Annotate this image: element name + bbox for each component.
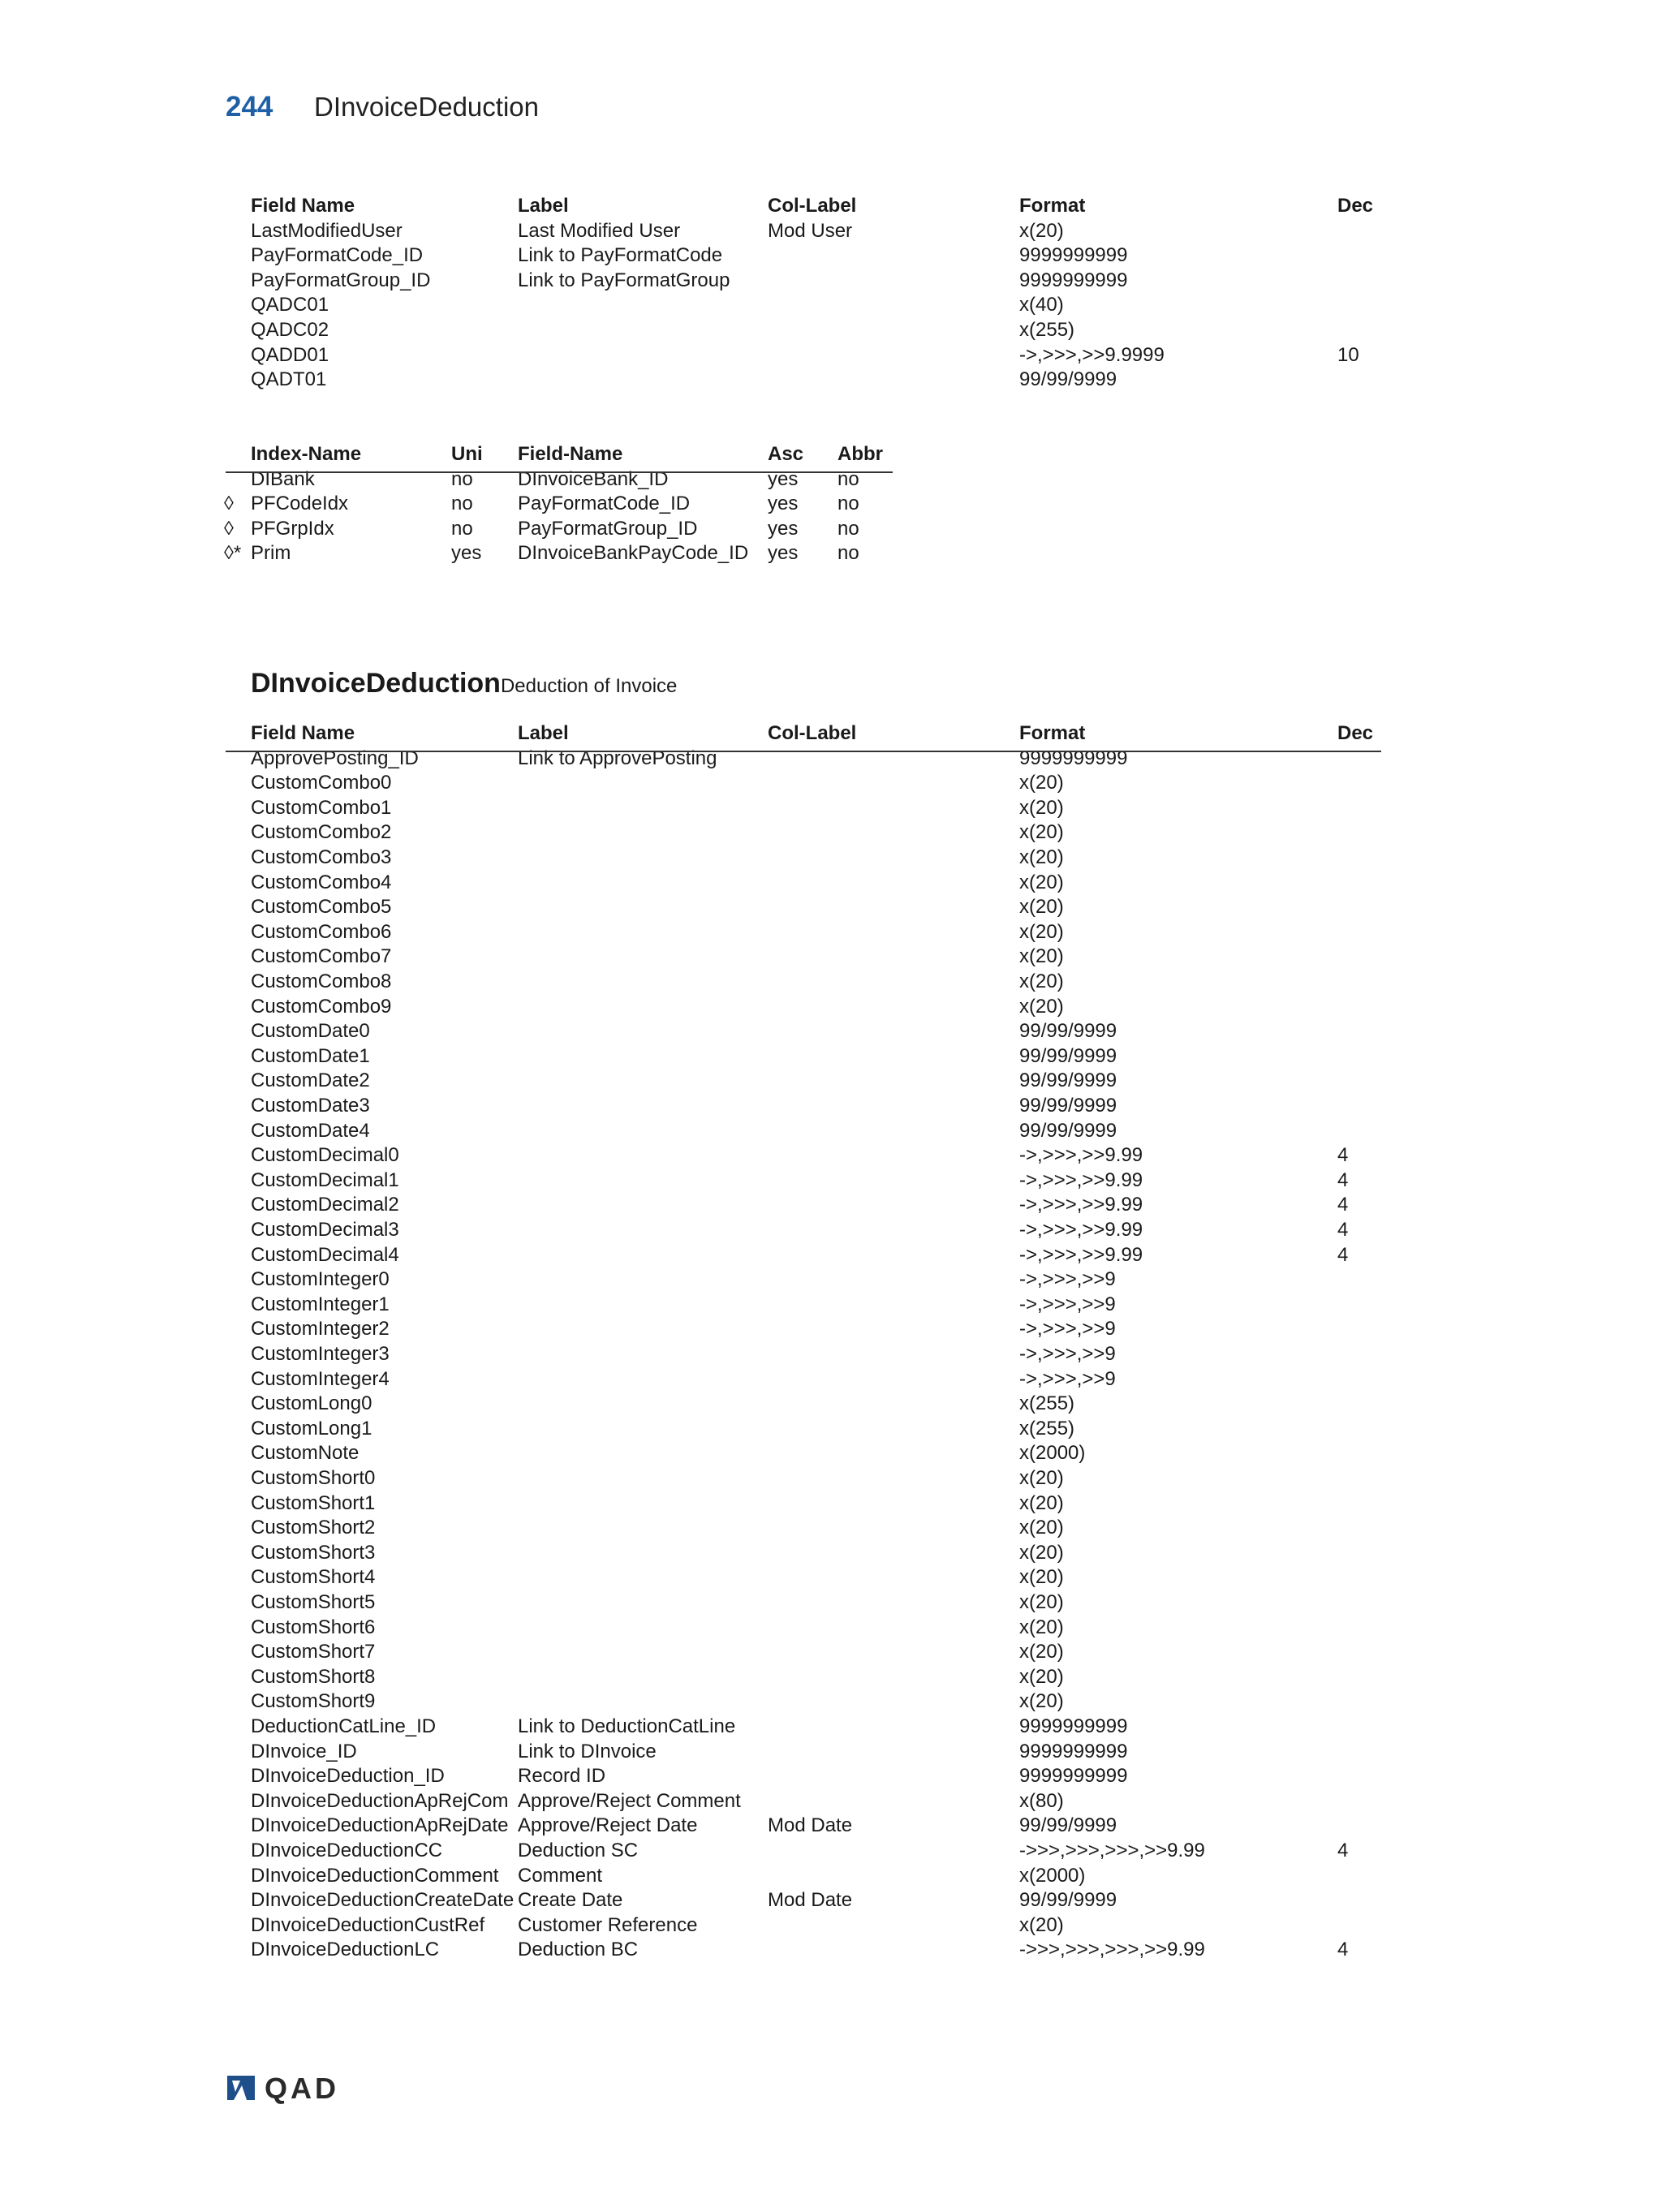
table-cell: CustomShort0 bbox=[251, 1467, 376, 1489]
table-cell: x(20) bbox=[1019, 846, 1064, 868]
table-cell: CustomDate0 bbox=[251, 1020, 370, 1043]
table-row bbox=[0, 368, 1662, 392]
table-row bbox=[0, 1392, 1662, 1416]
column-header: Dec bbox=[1337, 722, 1374, 744]
table-cell: DInvoiceDeductionApRejCom bbox=[251, 1789, 509, 1812]
table-row bbox=[0, 1541, 1662, 1565]
table-cell: CustomCombo5 bbox=[251, 896, 392, 919]
table-cell: CustomShort5 bbox=[251, 1591, 376, 1613]
table-cell: ->,>>>,>>9 bbox=[1019, 1367, 1116, 1390]
table-cell: no bbox=[451, 467, 473, 490]
table-cell: no bbox=[837, 542, 859, 565]
table-cell: no bbox=[837, 467, 859, 490]
table-cell: CustomCombo0 bbox=[251, 772, 392, 794]
table-row bbox=[0, 1616, 1662, 1640]
table-cell: Mod Date bbox=[768, 1889, 853, 1912]
table-cell: 4 bbox=[1337, 1840, 1349, 1861]
table-cell: 9999999999 bbox=[1019, 747, 1128, 769]
table-row bbox=[0, 820, 1662, 845]
table-cell: x(255) bbox=[1019, 1417, 1075, 1440]
table-cell: ->,>>>,>>9.99 bbox=[1019, 1243, 1143, 1266]
table-cell: CustomShort6 bbox=[251, 1616, 376, 1638]
table-cell: 99/99/9999 bbox=[1019, 1889, 1117, 1912]
table-cell: CustomDecimal4 bbox=[251, 1243, 399, 1266]
section-name: DInvoiceDeduction bbox=[251, 668, 501, 699]
table-cell: x(20) bbox=[1019, 1591, 1064, 1613]
table-cell: CustomCombo3 bbox=[251, 846, 392, 868]
column-header: Format bbox=[1019, 722, 1086, 744]
column-header: Label bbox=[518, 195, 569, 217]
table-cell: Approve/Reject Date bbox=[518, 1814, 698, 1837]
table-cell: DIBank bbox=[251, 467, 315, 490]
table-cell: x(20) bbox=[1019, 1491, 1064, 1514]
index-table-rule bbox=[226, 471, 893, 473]
table-cell: x(20) bbox=[1019, 970, 1064, 992]
table-cell: Link to DInvoice bbox=[518, 1740, 657, 1762]
table-cell: DInvoiceDeductionCreateDate bbox=[251, 1889, 515, 1912]
table-row bbox=[0, 1267, 1662, 1292]
table-cell: CustomCombo7 bbox=[251, 945, 392, 968]
qad-logo-text: QAD bbox=[265, 2072, 339, 2105]
table-cell: PFCodeIdx bbox=[251, 493, 349, 515]
table-cell: 4 bbox=[1337, 1168, 1349, 1191]
table-cell: CustomCombo6 bbox=[251, 920, 392, 943]
table-cell: ->,>>>,>>9.99 bbox=[1019, 1219, 1143, 1241]
page-number: 244 bbox=[226, 91, 273, 123]
table-cell: no bbox=[451, 493, 473, 515]
table-cell: 99/99/9999 bbox=[1019, 1069, 1117, 1092]
table-cell: CustomDate1 bbox=[251, 1044, 370, 1067]
table-cell: yes bbox=[768, 493, 799, 515]
table-cell: Record ID bbox=[518, 1765, 606, 1788]
table-row bbox=[0, 1665, 1662, 1689]
table-row bbox=[0, 243, 1662, 268]
column-header: Asc bbox=[768, 443, 804, 465]
table-row bbox=[0, 219, 1662, 243]
table-cell: CustomDecimal0 bbox=[251, 1144, 399, 1167]
column-header: Field Name bbox=[251, 722, 355, 744]
table-row bbox=[0, 1143, 1662, 1168]
table-cell: PayFormatGroup_ID bbox=[251, 269, 431, 291]
table-row bbox=[0, 1069, 1662, 1093]
table-cell: 4 bbox=[1337, 1243, 1349, 1266]
table-row bbox=[0, 1814, 1662, 1838]
table-cell: x(20) bbox=[1019, 1616, 1064, 1638]
table-cell: ->,>>>,>>9.9999 bbox=[1019, 343, 1165, 366]
column-header: Abbr bbox=[837, 443, 883, 465]
table-cell: PayFormatGroup_ID bbox=[518, 517, 698, 540]
section-description: Deduction of Invoice bbox=[500, 675, 678, 697]
table-row bbox=[0, 1342, 1662, 1366]
table-cell: 99/99/9999 bbox=[1019, 368, 1117, 391]
table-cell: Deduction BC bbox=[518, 1939, 639, 1961]
table-row bbox=[0, 1193, 1662, 1217]
table-cell: x(255) bbox=[1019, 319, 1075, 341]
table-row bbox=[0, 1938, 1662, 1962]
table-cell: Link to PayFormatGroup bbox=[518, 269, 730, 291]
table-cell: Last Modified User bbox=[518, 219, 681, 242]
table-cell: 9999999999 bbox=[1019, 244, 1128, 267]
table-row bbox=[0, 895, 1662, 919]
table-row bbox=[0, 1565, 1662, 1590]
table-cell: x(20) bbox=[1019, 219, 1064, 242]
table-cell: Link to PayFormatCode bbox=[518, 244, 723, 267]
column-header: Label bbox=[518, 722, 569, 744]
table-row bbox=[0, 920, 1662, 945]
table-cell: DInvoiceDeductionApRejDate bbox=[251, 1814, 509, 1837]
table-cell: Link to ApprovePosting bbox=[518, 747, 717, 769]
table-cell: Mod Date bbox=[768, 1814, 853, 1837]
table-cell: Create Date bbox=[518, 1889, 623, 1912]
column-header: Dec bbox=[1337, 195, 1374, 217]
table-cell: CustomShort4 bbox=[251, 1566, 376, 1589]
table-row bbox=[0, 1640, 1662, 1664]
table-row bbox=[0, 1367, 1662, 1392]
table-cell: DInvoiceDeductionCustRef bbox=[251, 1913, 485, 1936]
table-row bbox=[0, 1715, 1662, 1739]
index-marker: ◊ bbox=[224, 493, 234, 515]
table-cell: ->,>>>,>>9 bbox=[1019, 1343, 1116, 1365]
table-cell: DInvoiceDeductionCC bbox=[251, 1840, 443, 1861]
index-row bbox=[0, 541, 1662, 566]
table-row bbox=[0, 1590, 1662, 1615]
table-row bbox=[0, 771, 1662, 795]
column-header: Field-Name bbox=[518, 443, 623, 465]
table-cell: x(20) bbox=[1019, 1541, 1064, 1564]
table-cell: 4 bbox=[1337, 1939, 1349, 1961]
table-cell: CustomCombo1 bbox=[251, 796, 392, 819]
section-title bbox=[251, 668, 677, 699]
table-cell: QADD01 bbox=[251, 343, 329, 366]
page-title: DInvoiceDeduction bbox=[314, 92, 539, 122]
table-cell: ->,>>>,>>9 bbox=[1019, 1268, 1116, 1291]
table-cell: CustomShort2 bbox=[251, 1517, 376, 1539]
table-cell: CustomCombo4 bbox=[251, 871, 392, 893]
table-cell: x(20) bbox=[1019, 1467, 1064, 1489]
table-row bbox=[0, 1168, 1662, 1193]
column-header: Col-Label bbox=[768, 722, 857, 744]
table-row bbox=[0, 1689, 1662, 1714]
table-cell: 9999999999 bbox=[1019, 1765, 1128, 1788]
table-cell: LastModifiedUser bbox=[251, 219, 403, 242]
table-cell: x(80) bbox=[1019, 1789, 1064, 1812]
table-cell: 4 bbox=[1337, 1194, 1349, 1216]
table-cell: CustomCombo2 bbox=[251, 821, 392, 844]
table-cell: x(20) bbox=[1019, 871, 1064, 893]
table-cell: yes bbox=[768, 542, 799, 565]
table-cell: no bbox=[837, 493, 859, 515]
table-cell: CustomLong1 bbox=[251, 1417, 372, 1440]
table-cell: DInvoiceDeduction_ID bbox=[251, 1765, 445, 1788]
table-cell: CustomShort1 bbox=[251, 1491, 376, 1514]
qad-logo-mark-icon bbox=[226, 2074, 256, 2102]
table-cell: x(40) bbox=[1019, 294, 1064, 316]
table-cell: ->>>,>>>,>>>,>>9.99 bbox=[1019, 1840, 1205, 1861]
table-cell: x(255) bbox=[1019, 1392, 1075, 1415]
table-cell: DInvoice_ID bbox=[251, 1740, 357, 1762]
table-cell: QADT01 bbox=[251, 368, 327, 391]
table-cell: DInvoiceBank_ID bbox=[518, 467, 669, 490]
table-cell: x(20) bbox=[1019, 1665, 1064, 1688]
table-row bbox=[0, 1218, 1662, 1242]
table-cell: 99/99/9999 bbox=[1019, 1020, 1117, 1043]
table-cell: x(20) bbox=[1019, 1517, 1064, 1539]
table-row bbox=[0, 343, 1662, 368]
table-cell: 99/99/9999 bbox=[1019, 1095, 1117, 1117]
column-header: Field Name bbox=[251, 195, 355, 217]
table-cell: 9999999999 bbox=[1019, 269, 1128, 291]
table-header-row bbox=[0, 194, 1662, 218]
table-cell: CustomShort8 bbox=[251, 1665, 376, 1688]
table-cell: CustomShort7 bbox=[251, 1641, 376, 1663]
index-marker: ◊ bbox=[224, 517, 234, 540]
table-cell: x(20) bbox=[1019, 920, 1064, 943]
table-cell: Deduction SC bbox=[518, 1840, 639, 1861]
table-row bbox=[0, 945, 1662, 969]
table-row bbox=[0, 1864, 1662, 1888]
table-cell: x(20) bbox=[1019, 1913, 1064, 1936]
table-cell: 99/99/9999 bbox=[1019, 1119, 1117, 1142]
table-cell: x(20) bbox=[1019, 796, 1064, 819]
table-cell: CustomShort3 bbox=[251, 1541, 376, 1564]
table-row bbox=[0, 1491, 1662, 1516]
index-row bbox=[0, 517, 1662, 541]
table-cell: PayFormatCode_ID bbox=[251, 244, 424, 267]
table-cell: CustomDecimal3 bbox=[251, 1219, 399, 1241]
table-cell: 99/99/9999 bbox=[1019, 1814, 1117, 1837]
table-row bbox=[0, 1740, 1662, 1764]
table-row bbox=[0, 846, 1662, 870]
table-row bbox=[0, 1019, 1662, 1044]
table-cell: yes bbox=[768, 517, 799, 540]
table-row bbox=[0, 1516, 1662, 1540]
table-cell: 99/99/9999 bbox=[1019, 1044, 1117, 1067]
table-row bbox=[0, 1764, 1662, 1788]
table-cell: 4 bbox=[1337, 1219, 1349, 1241]
table-row bbox=[0, 1441, 1662, 1465]
index-row bbox=[0, 492, 1662, 516]
table-row bbox=[0, 796, 1662, 820]
table-row bbox=[0, 1317, 1662, 1341]
table-cell: CustomNote bbox=[251, 1442, 360, 1465]
table-row bbox=[0, 1888, 1662, 1913]
table-cell: CustomLong0 bbox=[251, 1392, 372, 1415]
table-row bbox=[0, 318, 1662, 342]
table-row bbox=[0, 1119, 1662, 1143]
table-cell: x(20) bbox=[1019, 1690, 1064, 1713]
table-row bbox=[0, 1293, 1662, 1317]
table-row bbox=[0, 995, 1662, 1019]
table-cell: yes bbox=[451, 542, 482, 565]
column-header: Format bbox=[1019, 195, 1086, 217]
table-cell: Link to DeductionCatLine bbox=[518, 1715, 736, 1737]
table-cell: x(2000) bbox=[1019, 1442, 1086, 1465]
table-cell: CustomInteger0 bbox=[251, 1268, 390, 1291]
table-row bbox=[0, 269, 1662, 293]
table-cell: QADC01 bbox=[251, 294, 329, 316]
column-header: Col-Label bbox=[768, 195, 857, 217]
table-cell: CustomDate2 bbox=[251, 1069, 370, 1092]
table-cell: CustomShort9 bbox=[251, 1690, 376, 1713]
table-cell: x(20) bbox=[1019, 1641, 1064, 1663]
table-cell: ->,>>>,>>9.99 bbox=[1019, 1194, 1143, 1216]
table-row bbox=[0, 1839, 1662, 1863]
table-cell: DInvoiceBankPayCode_ID bbox=[518, 542, 749, 565]
table-cell: no bbox=[451, 517, 473, 540]
table-cell: ->,>>>,>>9 bbox=[1019, 1318, 1116, 1341]
table-row bbox=[0, 293, 1662, 317]
table-cell: CustomDecimal2 bbox=[251, 1194, 399, 1216]
table-row bbox=[0, 970, 1662, 994]
index-marker: ◊* bbox=[224, 542, 242, 565]
table-cell: x(20) bbox=[1019, 1566, 1064, 1589]
table-cell: CustomCombo8 bbox=[251, 970, 392, 992]
table-cell: QADC02 bbox=[251, 319, 329, 341]
table-cell: x(20) bbox=[1019, 821, 1064, 844]
table-cell: x(20) bbox=[1019, 945, 1064, 968]
table-row bbox=[0, 1417, 1662, 1441]
table-cell: yes bbox=[768, 467, 799, 490]
table-cell: no bbox=[837, 517, 859, 540]
table-cell: Customer Reference bbox=[518, 1913, 698, 1936]
table-cell: ->>>,>>>,>>>,>>9.99 bbox=[1019, 1939, 1205, 1961]
table-cell: ->,>>>,>>9 bbox=[1019, 1293, 1116, 1315]
table-cell: x(20) bbox=[1019, 995, 1064, 1018]
table-cell: x(20) bbox=[1019, 896, 1064, 919]
table-cell: x(2000) bbox=[1019, 1864, 1086, 1887]
table-cell: ->,>>>,>>9.99 bbox=[1019, 1144, 1143, 1167]
table-cell: DeductionCatLine_ID bbox=[251, 1715, 437, 1737]
table-cell: CustomCombo9 bbox=[251, 995, 392, 1018]
table-cell: Comment bbox=[518, 1864, 603, 1887]
table-cell: ApprovePosting_ID bbox=[251, 747, 419, 769]
table-cell: PFGrpIdx bbox=[251, 517, 334, 540]
table-row bbox=[0, 1466, 1662, 1491]
table-cell: CustomInteger1 bbox=[251, 1293, 390, 1315]
table-cell: ->,>>>,>>9.99 bbox=[1019, 1168, 1143, 1191]
table-cell: DInvoiceDeductionLC bbox=[251, 1939, 440, 1961]
table-cell: CustomDate4 bbox=[251, 1119, 370, 1142]
field-table-rule bbox=[226, 751, 1381, 752]
table-cell: Mod User bbox=[768, 219, 853, 242]
table-row bbox=[0, 1094, 1662, 1118]
table-row bbox=[0, 1243, 1662, 1267]
table-cell: Approve/Reject Comment bbox=[518, 1789, 741, 1812]
table-cell: 9999999999 bbox=[1019, 1740, 1128, 1762]
table-cell: CustomInteger3 bbox=[251, 1343, 390, 1365]
table-cell: CustomDecimal1 bbox=[251, 1168, 399, 1191]
table-cell: x(20) bbox=[1019, 772, 1064, 794]
table-cell: 10 bbox=[1337, 343, 1359, 366]
table-cell: CustomDate3 bbox=[251, 1095, 370, 1117]
table-row bbox=[0, 1789, 1662, 1814]
table-cell: Prim bbox=[251, 542, 291, 565]
table-row bbox=[0, 871, 1662, 895]
table-cell: DInvoiceDeductionComment bbox=[251, 1864, 499, 1887]
table-cell: 4 bbox=[1337, 1144, 1349, 1167]
table-cell: PayFormatCode_ID bbox=[518, 493, 691, 515]
table-cell: CustomInteger2 bbox=[251, 1318, 390, 1341]
column-header: Index-Name bbox=[251, 443, 362, 465]
index-header-row bbox=[0, 442, 1662, 467]
table-row bbox=[0, 1913, 1662, 1938]
table-header-row bbox=[0, 721, 1662, 746]
table-cell: 9999999999 bbox=[1019, 1715, 1128, 1737]
table-cell: CustomInteger4 bbox=[251, 1367, 390, 1390]
column-header: Uni bbox=[451, 443, 483, 465]
table-row bbox=[0, 1044, 1662, 1069]
